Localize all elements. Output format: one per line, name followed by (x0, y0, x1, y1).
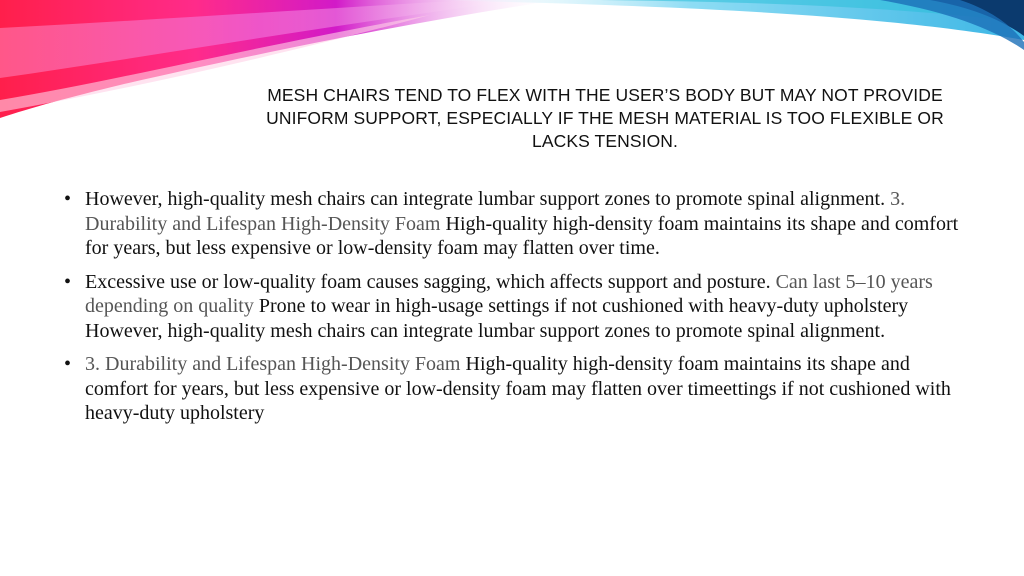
bullet-text: Prone to wear in high-usage settings if not cushioned with heavy-duty upholstery (253, 295, 909, 317)
bullet-muted-text: 3. Durability and Lifespan High-Density Foam (85, 353, 461, 375)
bullet-text: High-quality high-density foam maintains its shape and comfort for years, but less expensive or low-density foam may flatten over timeettings if not cushioned with heavy-duty upholstery (85, 353, 951, 424)
bullet-muted-text: 3. Durability and Lifespan High-Density Foam (85, 188, 906, 235)
bullet-marker: • (64, 353, 72, 375)
bullet-text: However, high-quality mesh chairs can integrate lumbar support zones to promote spinal alignment. (85, 319, 886, 342)
bullet-item (64, 352, 964, 426)
slide-title-text: MESH CHAIRS TEND TO FLEX WITH THE USER’S BODY BUT MAY NOT PROVIDE UNIFORM SUPPORT, ESPECIALLY IF THE MESH MATERIAL IS TOO FLEXIBLE OR LACKS TENSION (266, 85, 944, 151)
bullet-text: However, high-quality mesh chairs can integrate lumbar support zones to promote spinal alignment. (85, 188, 891, 210)
bullet-marker: • (64, 270, 72, 293)
bullet-item (64, 270, 964, 344)
bullet-marker: • (64, 188, 72, 210)
bullet-list (64, 187, 964, 435)
slide-title-period: . (673, 131, 678, 151)
bullet-item (64, 187, 964, 261)
slide-title (240, 84, 970, 153)
bullet-text: Excessive use or low-quality foam causes sagging, which affects support and posture. (85, 270, 776, 293)
bullet-muted-text: Can last 5–10 years depending on quality (85, 270, 933, 317)
bullet-text: High-quality high-density foam maintains its shape and comfort for years, but less expensive or low-density foam may flatten over time. (85, 212, 959, 259)
